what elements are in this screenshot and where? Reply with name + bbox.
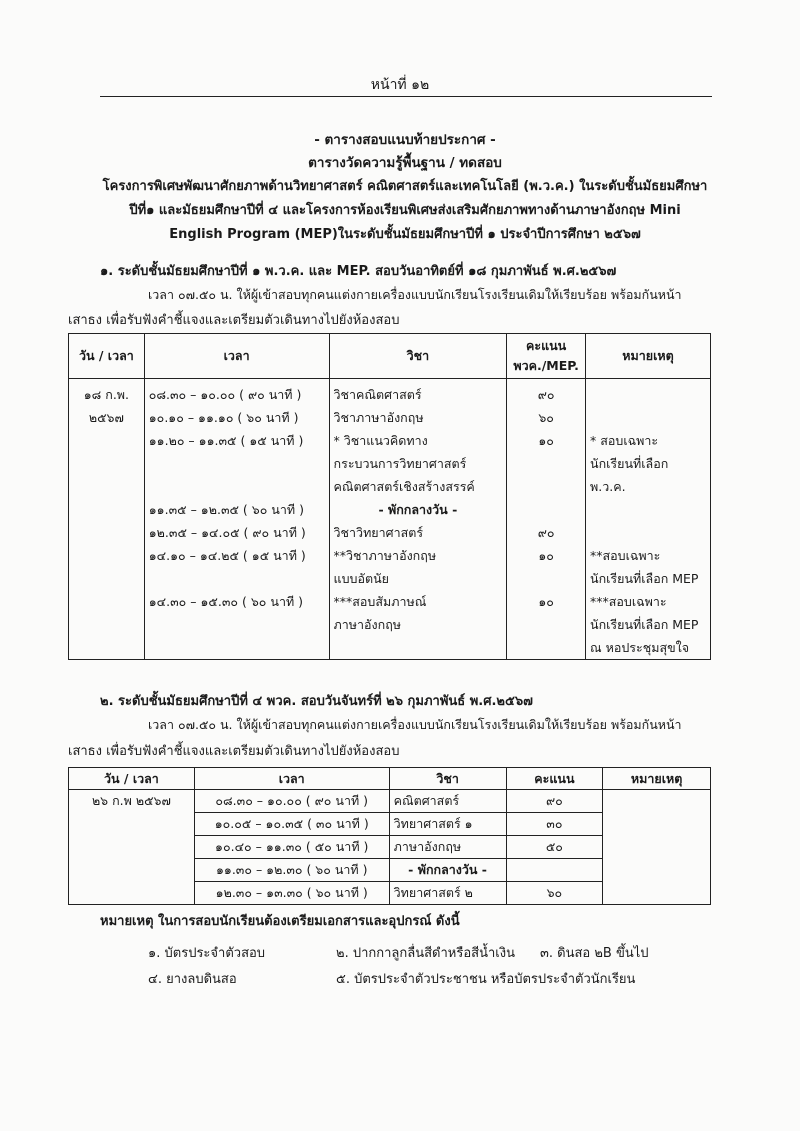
table1-time: ๑๒.๓๕ – ๑๔.๐๕ ( ๙๐ นาที ) (148, 525, 306, 540)
table1-header-date: วัน / เวลา (69, 334, 145, 379)
section2-heading: ๒. ระดับชั้นมัธยมศึกษาปีที่ ๔ พวค. สอบวันจันทร์ที่ ๒๖ กุมภาพันธ์ พ.ศ.๒๕๖๗ (100, 694, 533, 709)
table1-score (511, 498, 581, 521)
table1-time (149, 636, 325, 659)
table2-remark-cell (603, 790, 711, 905)
table2-time: ๐๘.๓๐ – ๑๐.๐๐ ( ๙๐ นาที ) (194, 790, 389, 813)
table1-header-remark: หมายเหตุ (586, 334, 711, 379)
note-item: ๕. บัตรประจำตัวประชาชน หรือบัตรประจำตัวนักเรียน (336, 972, 636, 987)
section2-instructions-line-1: เวลา ๐๗.๕๐ น. ให้ผู้เข้าสอบทุกคนแต่งกายเครื่องแบบนักเรียนโรงเรียนเดิมให้เรียบร้อย พร้อมกันหน้า (148, 717, 682, 732)
table1-score (511, 636, 581, 659)
table1-subject: * วิชาแนวคิดทาง (333, 433, 428, 448)
section1-exam-table (68, 333, 711, 660)
page-number: หน้าที่ ๑๒ (370, 77, 430, 93)
table1-header-score-line-1: คะแนน (526, 338, 567, 353)
table1-time-column (144, 379, 329, 660)
table1-subject: กระบวนการวิทยาศาสตร์ (333, 456, 467, 471)
table2-score: ๓๐ (506, 813, 603, 836)
table2-time: ๑๐.๔๐ – ๑๑.๓๐ ( ๕๐ นาที ) (194, 836, 389, 859)
table1-score (511, 475, 581, 498)
table1-header-time: เวลา (144, 334, 329, 379)
table1-lunch-break: - พักกลางวัน - (378, 502, 458, 517)
table2-score: ๙๐ (506, 790, 603, 813)
table1-score: ๙๐ (537, 387, 555, 402)
table1-subject: วิชาคณิตศาสตร์ (333, 387, 422, 402)
table1-subject: วิชาวิทยาศาสตร์ (333, 525, 424, 540)
table1-remark: นักเรียนที่เลือก (590, 456, 669, 471)
header-rule (100, 96, 712, 97)
table1-subject-column (329, 379, 507, 660)
table1-subject: คณิตศาสตร์เชิงสร้างสรรค์ (333, 479, 475, 494)
table1-subject: **วิชาภาษาอังกฤษ (333, 548, 437, 563)
section1-instructions-line-2: เสาธง เพื่อรับฟังคำชี้แจงและเตรียมตัวเดินทางไปยังห้องสอบ (68, 313, 400, 328)
schedule-title: ตารางวัดความรู้พื้นฐาน / ทดสอบ (308, 155, 502, 171)
table1-header-score (507, 334, 586, 379)
table2-time: ๑๒.๓๐ – ๑๓.๓๐ ( ๖๐ นาที ) (194, 882, 389, 905)
table1-score: ๑๐ (538, 594, 554, 609)
table1-time: ๑๔.๓๐ – ๑๕.๓๐ ( ๖๐ นาที ) (148, 594, 304, 609)
section2-exam-table (68, 767, 711, 905)
table1-time: ๑๑.๒๐ – ๑๑.๓๕ ( ๑๕ นาที ) (148, 433, 304, 448)
table1-score: ๑๐ (538, 548, 554, 563)
table1-time (149, 452, 325, 475)
table1-subject: วิชาภาษาอังกฤษ (333, 410, 424, 425)
table1-time: ๑๑.๓๕ – ๑๒.๓๕ ( ๖๐ นาที ) (148, 502, 304, 517)
table2-score (506, 859, 603, 882)
table2-header-subject: วิชา (389, 768, 506, 790)
table1-score: ๙๐ (537, 525, 555, 540)
table-row (69, 790, 711, 813)
table1-time: ๐๘.๓๐ – ๑๐.๐๐ ( ๙๐ นาที ) (148, 387, 302, 402)
table2-subject: วิทยาศาสตร์ ๑ (389, 813, 506, 836)
table2-time: ๑๑.๓๐ – ๑๒.๓๐ ( ๖๐ นาที ) (194, 859, 389, 882)
section2-instructions-line-2: เสาธง เพื่อรับฟังคำชี้แจงและเตรียมตัวเดินทางไปยังห้องสอบ (68, 744, 400, 759)
table2-subject: ภาษาอังกฤษ (389, 836, 506, 859)
table1-remark: นักเรียนที่เลือก MEP (590, 571, 699, 586)
table2-header-date: วัน / เวลา (69, 768, 195, 790)
table1-subject: แบบอัตนัย (333, 571, 389, 586)
table1-score (511, 452, 581, 475)
table2-header-remark: หมายเหตุ (603, 768, 711, 790)
table2-subject: คณิตศาสตร์ (389, 790, 506, 813)
table1-remark (590, 498, 706, 521)
table2-time: ๑๐.๐๕ – ๑๐.๓๕ ( ๓๐ นาที ) (194, 813, 389, 836)
table1-score: ๑๐ (538, 433, 554, 448)
table1-header-subject: วิชา (329, 334, 507, 379)
table1-subject (334, 636, 503, 659)
note-item: ๔. ยางลบดินสอ (148, 972, 237, 987)
note-item: ๓. ดินสอ ๒B ขึ้นไป (540, 946, 649, 961)
table1-date-cell (69, 379, 145, 660)
table1-time (149, 475, 325, 498)
table1-score: ๖๐ (538, 410, 554, 425)
table2-date-cell: ๒๖ ก.พ ๒๕๖๗ (69, 790, 195, 905)
section1-heading: ๑. ระดับชั้นมัธยมศึกษาปีที่ ๑ พ.ว.ค. และ MEP. สอบวันอาทิตย์ที่ ๑๘ กุมภาพันธ์ พ.ศ.๒๕๖๗ (100, 264, 617, 279)
table1-remark (590, 383, 706, 406)
table1-time (149, 567, 325, 590)
table1-score (511, 613, 581, 636)
table1-remark: พ.ว.ค. (590, 479, 626, 494)
table1-score (511, 567, 581, 590)
table2-header-score: คะแนน (506, 768, 603, 790)
table1-date-line-1: ๑๘ ก.พ. (83, 387, 130, 402)
table2-lunch-break: - พักกลางวัน - (389, 859, 506, 882)
table1-time: ๑๔.๑๐ – ๑๔.๒๕ ( ๑๕ นาที ) (148, 548, 306, 563)
notes-heading: หมายเหตุ ในการสอบนักเรียนต้องเตรียมเอกสารและอุปกรณ์ ดังนี้ (100, 914, 460, 929)
note-item: ๒. ปากกาลูกลื่นสีดำหรือสีน้ำเงิน (336, 946, 515, 961)
table1-remark: **สอบเฉพาะ (590, 548, 661, 563)
program-title-line-3: English Program (MEP)ในระดับชั้นมัธยมศึกษาปีที่ ๑ ประจำปีการศึกษา ๒๕๖๗ (169, 227, 641, 242)
table2-subject: วิทยาศาสตร์ ๒ (389, 882, 506, 905)
program-title-line-1: โครงการพิเศษพัฒนาศักยภาพด้านวิทยาศาสตร์ คณิตศาสตร์และเทคโนโลยี (พ.ว.ค.) ในระดับชั้นมัธยมศึกษา (102, 179, 708, 194)
table1-header-score-line-2: พวค./MEP. (513, 358, 579, 373)
table1-remark (590, 406, 706, 429)
table1-remark (590, 521, 706, 544)
table2-header-time: เวลา (194, 768, 389, 790)
table1-remark-column (586, 379, 711, 660)
table1-remark: นักเรียนที่เลือก MEP (590, 617, 699, 632)
table1-date-line-2: ๒๕๖๗ (88, 410, 124, 425)
section1-instructions-line-1: เวลา ๐๗.๕๐ น. ให้ผู้เข้าสอบทุกคนแต่งกายเครื่องแบบนักเรียนโรงเรียนเดิมให้เรียบร้อย พร้อมกันหน้า (148, 287, 682, 302)
table1-subject: ***สอบสัมภาษณ์ (333, 594, 427, 609)
table2-score: ๕๐ (506, 836, 603, 859)
program-title-line-2: ปีที่๑ และมัธยมศึกษาปีที่ ๔ และโครงการห้องเรียนพิเศษส่งเสริมศักยภาพทางด้านภาษาอังกฤษ Mini (129, 203, 681, 218)
table1-subject: ภาษาอังกฤษ (333, 617, 402, 632)
table2-score: ๖๐ (506, 882, 603, 905)
table1-score-column (507, 379, 586, 660)
table1-time: ๑๐.๑๐ – ๑๑.๑๐ ( ๖๐ นาที ) (148, 410, 299, 425)
table1-remark: * สอบเฉพาะ (590, 433, 659, 448)
table1-remark: ***สอบเฉพาะ (590, 594, 667, 609)
note-item: ๑. บัตรประจำตัวสอบ (148, 946, 266, 961)
table1-time (149, 613, 325, 636)
table1-remark: ณ หอประชุมสุขใจ (590, 640, 690, 655)
announcement-title: - ตารางสอบแนบท้ายประกาศ - (314, 132, 496, 148)
